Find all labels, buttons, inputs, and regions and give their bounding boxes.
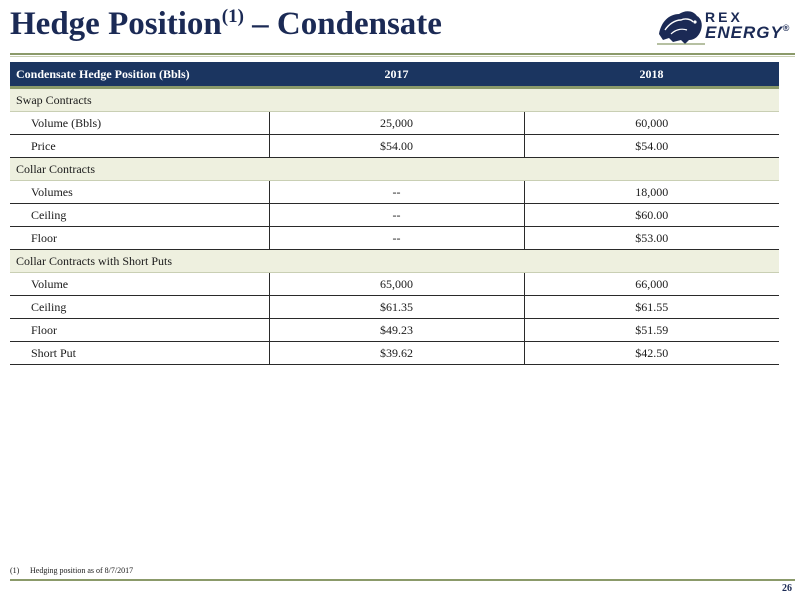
row-label: Volume (Bbls): [10, 112, 269, 135]
header-2017: 2017: [269, 62, 524, 88]
header-rule: [10, 53, 795, 55]
title-prefix: Hedge Position: [10, 6, 222, 42]
bison-icon: [655, 4, 707, 48]
row-label: Ceiling: [10, 204, 269, 227]
table-row: [10, 181, 779, 204]
section-title: Collar Contracts with Short Puts: [10, 250, 779, 273]
header-rule-thin: [10, 56, 795, 57]
title-footnote-ref: (1): [221, 6, 244, 27]
cell-2017: --: [269, 227, 524, 250]
footnote-number: (1): [10, 566, 20, 575]
row-label: Volumes: [10, 181, 269, 204]
table-row: [10, 296, 779, 319]
page-number: 26: [782, 583, 792, 594]
page-title: [10, 6, 442, 43]
header-2018: 2018: [524, 62, 779, 88]
section-swap-contracts: [10, 88, 779, 112]
logo-energy-text: ENERGY: [705, 23, 783, 42]
table-row: [10, 273, 779, 296]
cell-2017: --: [269, 204, 524, 227]
cell-2018: $42.50: [524, 342, 779, 365]
row-label: Volume: [10, 273, 269, 296]
cell-2018: $54.00: [524, 135, 779, 158]
table-row: [10, 227, 779, 250]
row-label: Floor: [10, 227, 269, 250]
table-row: [10, 319, 779, 342]
logo-energy: [705, 23, 790, 43]
table-row: [10, 342, 779, 365]
cell-2017: 65,000: [269, 273, 524, 296]
table-row: [10, 112, 779, 135]
logo-rex: REX: [705, 9, 743, 25]
table-row: [10, 204, 779, 227]
section-title: Swap Contracts: [10, 88, 779, 112]
cell-2018: $51.59: [524, 319, 779, 342]
title-suffix: – Condensate: [243, 6, 442, 42]
section-collar-contracts: [10, 158, 779, 181]
section-title: Collar Contracts: [10, 158, 779, 181]
cell-2018: $61.55: [524, 296, 779, 319]
footer-rule: [10, 579, 795, 581]
logo-registered-mark: ®: [782, 23, 791, 33]
hedge-table: [10, 62, 779, 365]
cell-2018: $53.00: [524, 227, 779, 250]
row-label: Ceiling: [10, 296, 269, 319]
row-label: Short Put: [10, 342, 269, 365]
row-label: Price: [10, 135, 269, 158]
company-logo: [655, 4, 797, 48]
cell-2017: 25,000: [269, 112, 524, 135]
cell-2018: 66,000: [524, 273, 779, 296]
cell-2017: $39.62: [269, 342, 524, 365]
cell-2018: 60,000: [524, 112, 779, 135]
section-collar-short-puts: [10, 250, 779, 273]
table-row: [10, 135, 779, 158]
cell-2017: --: [269, 181, 524, 204]
cell-2018: 18,000: [524, 181, 779, 204]
table-header-row: [10, 62, 779, 88]
cell-2017: $61.35: [269, 296, 524, 319]
cell-2017: $54.00: [269, 135, 524, 158]
footnote: [10, 566, 133, 575]
header-position: Condensate Hedge Position (Bbls): [10, 62, 269, 88]
footnote-text: Hedging position as of 8/7/2017: [30, 566, 134, 575]
cell-2017: $49.23: [269, 319, 524, 342]
row-label: Floor: [10, 319, 269, 342]
cell-2018: $60.00: [524, 204, 779, 227]
